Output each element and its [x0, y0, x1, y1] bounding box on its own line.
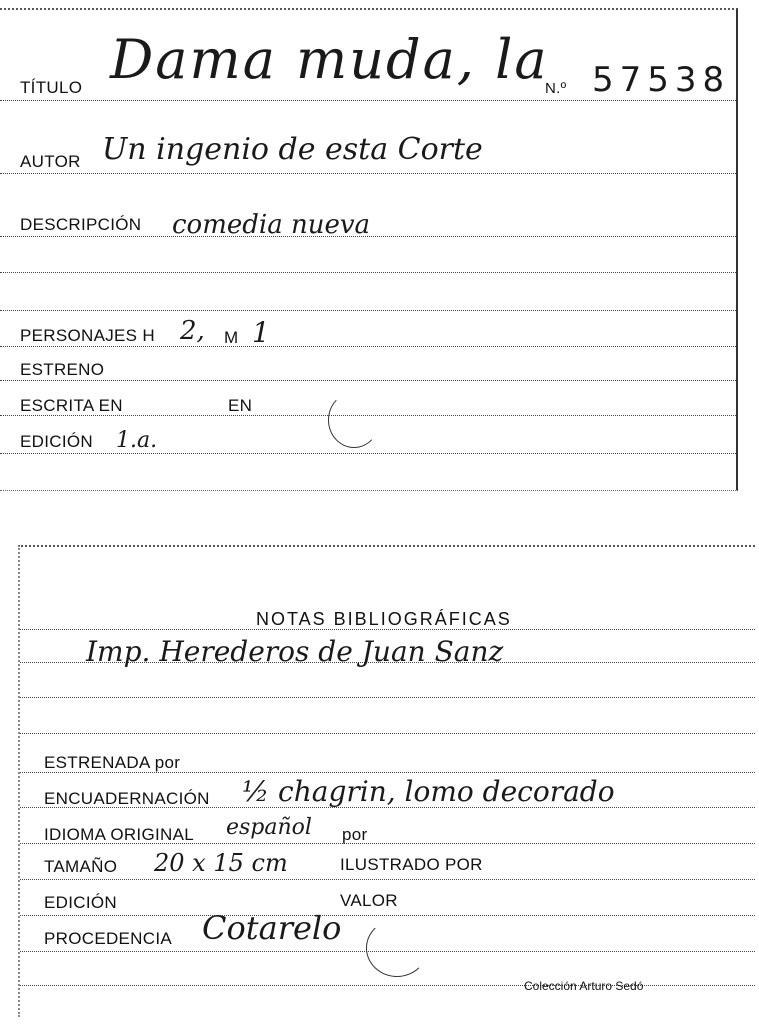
encuadernacion-value: ½ chagrin, lomo decorado [242, 775, 615, 808]
notes-value: Imp. Herederos de Juan Sanz [86, 635, 504, 668]
numero-value: 57538 [592, 60, 731, 100]
stamp-mark [328, 392, 380, 448]
idioma-por-label: por [342, 825, 368, 844]
ilustrado-label: ILUSTRADO POR [340, 855, 483, 874]
stamp-mark-back [366, 919, 428, 977]
procedencia-label: PROCEDENCIA [44, 929, 172, 948]
personajes-h-value: 2, [180, 316, 205, 346]
edicion-back-label: EDICIÓN [44, 893, 117, 912]
idioma-label: IDIOMA ORIGINAL [44, 825, 194, 844]
notes-rule-3 [20, 733, 755, 734]
titulo-label: TÍTULO [20, 78, 83, 97]
bottom-rule [20, 985, 755, 986]
encuadernacion-label: ENCUADERNACIÓN [44, 789, 210, 808]
escrita-label: ESCRITA EN [20, 396, 123, 415]
valor-label: VALOR [340, 891, 398, 910]
estreno-label: ESTRENO [20, 360, 105, 379]
collection-label: Colección Arturo Sedó [524, 979, 644, 993]
numero-label: N.º [545, 80, 567, 97]
autor-label: AUTOR [20, 152, 81, 171]
escrita-en-label: EN [228, 396, 253, 415]
procedencia-value: Cotarelo [202, 909, 342, 947]
edicion-label: EDICIÓN [20, 432, 93, 451]
notas-heading: NOTAS BIBLIOGRÁFICAS [256, 609, 512, 629]
author-rule [0, 173, 736, 174]
idioma-value: español [226, 815, 312, 840]
personajes-m-label: M [224, 328, 239, 347]
notes-rule-2 [20, 697, 755, 698]
catalog-card-front [0, 8, 738, 491]
personajes-m-value: 1 [252, 316, 270, 349]
descripcion-value: comedia nueva [172, 210, 371, 240]
blank-rule-1 [0, 272, 736, 273]
tamano-label: TAMAÑO [44, 857, 118, 876]
personajes-rule [0, 346, 736, 347]
estrenada-label: ESTRENADA por [44, 753, 181, 772]
personajes-label: PERSONAJES H [20, 326, 155, 345]
estreno-rule [0, 380, 736, 381]
edicion-back-rule [20, 915, 755, 916]
tamano-rule [20, 879, 755, 880]
titulo-value: Dama muda, la [110, 28, 549, 91]
descripcion-label: DESCRIPCIÓN [20, 215, 142, 234]
title-rule [0, 100, 736, 101]
edicion-value: 1.a. [116, 428, 158, 453]
autor-value: Un ingenio de esta Corte [102, 132, 483, 167]
blank-rule-2 [0, 310, 736, 311]
catalog-card-back [18, 545, 755, 1017]
tamano-value: 20 x 15 cm [154, 849, 288, 877]
edicion-rule [0, 453, 736, 454]
